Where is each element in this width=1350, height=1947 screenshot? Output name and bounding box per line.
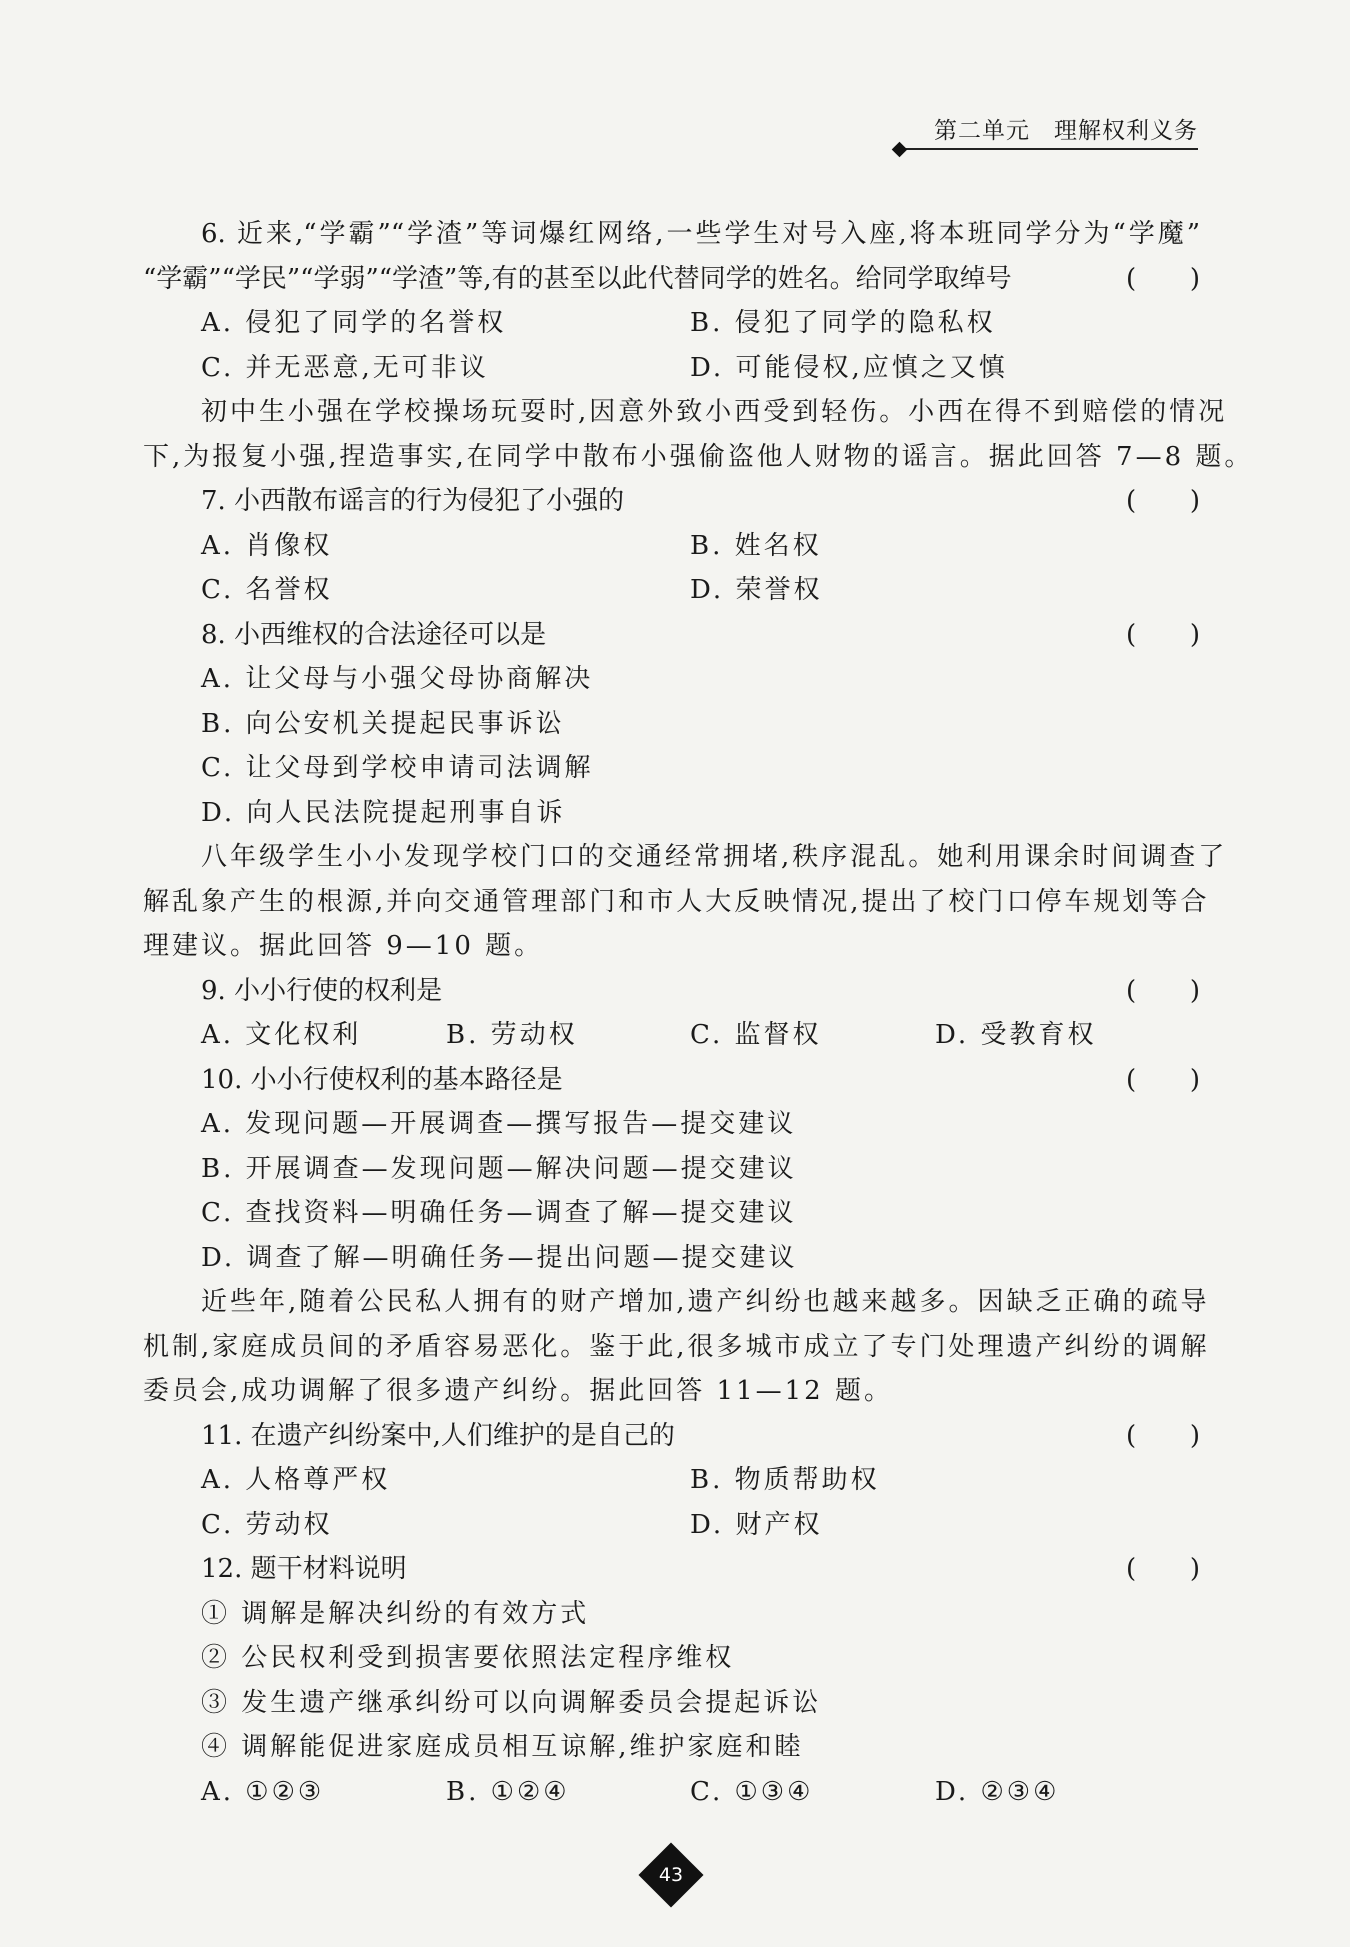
q8-stem <box>143 613 1200 658</box>
q6-options-row2 <box>143 346 1200 391</box>
passage2-line2: 解乱象产生的根源,并向交通管理部门和市人大反映情况,提出了校门口停车规划等合 <box>143 886 1210 917</box>
answer-paren: ( ) <box>1126 975 1200 1006</box>
q11-option-b: B. 物质帮助权 <box>690 1465 880 1495</box>
q10-stem-text: 10. 小小行使权利的基本路径是 <box>201 1064 563 1095</box>
q10-option-c: C. 查找资料—明确任务—调查了解—提交建议 <box>201 1198 797 1228</box>
q6-stem-text: “学霸”“学民”“学弱”“学渣”等,有的甚至以此代替同学的姓名。给同学取绰号 <box>143 263 1012 294</box>
q12-options-row <box>143 1770 1200 1815</box>
q7-option-d: D. 荣誉权 <box>690 575 823 605</box>
q12-stem-text: 12. 题干材料说明 <box>201 1554 407 1584</box>
q6-option-b: B. 侵犯了同学的隐私权 <box>690 308 996 338</box>
q8-option-b: B. 向公安机关提起民事诉讼 <box>201 708 565 739</box>
q10-option-b: B. 开展调查—发现问题—解决问题—提交建议 <box>201 1153 797 1184</box>
q7-options-row2 <box>143 568 1200 613</box>
q7-options-row1 <box>143 524 1200 569</box>
q10-stem <box>143 1058 1200 1103</box>
q12-stem <box>143 1547 1200 1592</box>
q7-option-a: A. 肖像权 <box>201 530 333 561</box>
q8-option-d: D. 向人民法院提起刑事自诉 <box>201 797 566 828</box>
answer-paren: ( ) <box>1126 1420 1200 1451</box>
q7-stem <box>143 479 1200 524</box>
answer-paren: ( ) <box>1126 1064 1200 1095</box>
q12-option-b: B. ①②④ <box>446 1776 570 1807</box>
answer-paren: ( ) <box>1126 263 1200 294</box>
passage1-line1: 初中生小强在学校操场玩耍时,因意外致小西受到轻伤。小西在得不到赔偿的情况 <box>201 397 1228 427</box>
q9-stem-text: 9. 小小行使的权利是 <box>201 975 443 1006</box>
q12-option-c: C. ①③④ <box>690 1776 814 1807</box>
answer-paren: ( ) <box>1126 1554 1200 1584</box>
q7-option-c: C. 名誉权 <box>201 575 333 605</box>
q12-statement-4: ④ 调解能促进家庭成员相互谅解,维护家庭和睦 <box>201 1732 804 1762</box>
q9-option-c: C. 监督权 <box>690 1020 822 1050</box>
q11-options-row1 <box>143 1458 1200 1503</box>
q9-stem <box>143 969 1200 1014</box>
q12-statement-1: ① 调解是解决纠纷的有效方式 <box>201 1598 590 1629</box>
q6-options-row1 <box>143 301 1200 346</box>
q12-statement-3: ③ 发生遗产继承纠纷可以向调解委员会提起诉讼 <box>201 1687 822 1718</box>
answer-paren: ( ) <box>1126 619 1200 650</box>
q6-stem-line1: 6. 近来,“学霸”“学渣”等词爆红网络,一些学生对号入座,将本班同学分为“学魔” <box>201 219 1200 249</box>
header-title: 第二单元 理解权利义务 <box>934 118 1198 144</box>
q11-stem <box>143 1414 1200 1459</box>
q12-option-d: D. ②③④ <box>935 1776 1060 1807</box>
passage1-line2: 下,为报复小强,捏造事实,在同学中散布小强偷盗他人财物的谣言。据此回答 7—8 题。 <box>143 441 1254 472</box>
passage2-line3: 理建议。据此回答 9—10 题。 <box>143 931 544 961</box>
q8-stem-text: 8. 小西维权的合法途径可以是 <box>201 619 547 650</box>
passage3-line3: 委员会,成功调解了很多遗产纠纷。据此回答 11—12 题。 <box>143 1376 893 1406</box>
q11-option-a: A. 人格尊严权 <box>201 1465 391 1495</box>
q6-option-a: A. 侵犯了同学的名誉权 <box>201 308 507 338</box>
page-number: 43 <box>658 1864 684 1886</box>
q10-option-a: A. 发现问题—开展调查—撰写报告—提交建议 <box>201 1109 797 1139</box>
question-content <box>143 212 1254 1814</box>
passage3-line2: 机制,家庭成员间的矛盾容易恶化。鉴于此,很多城市成立了专门处理遗产纠纷的调解 <box>143 1331 1210 1362</box>
q11-option-d: D. 财产权 <box>690 1509 823 1540</box>
q9-option-d: D. 受教育权 <box>935 1020 1097 1050</box>
q7-option-b: B. 姓名权 <box>690 530 822 561</box>
diamond-icon <box>892 142 908 158</box>
q12-option-a: A. ①②③ <box>201 1776 325 1807</box>
q7-stem-text: 7. 小西散布谣言的行为侵犯了小强的 <box>201 486 625 516</box>
q6-option-d: D. 可能侵权,应慎之又慎 <box>690 352 1008 383</box>
running-header <box>902 112 1198 150</box>
q8-option-a: A. 让父母与小强父母协商解决 <box>201 664 594 694</box>
q9-options-row <box>143 1013 1200 1058</box>
q11-option-c: C. 劳动权 <box>201 1509 333 1540</box>
q11-options-row2 <box>143 1503 1200 1548</box>
q12-statement-2: ② 公民权利受到损害要依照法定程序维权 <box>201 1643 735 1673</box>
passage2-line1: 八年级学生小小发现学校门口的交通经常拥堵,秩序混乱。她利用课余时间调查了 <box>201 842 1228 872</box>
q6-option-c: C. 并无恶意,无可非议 <box>201 352 489 383</box>
passage3-line1: 近些年,随着公民私人拥有的财产增加,遗产纠纷也越来越多。因缺乏正确的疏导 <box>201 1287 1210 1317</box>
page-number-badge <box>638 1842 703 1907</box>
q9-option-a: A. 文化权利 <box>201 1020 362 1050</box>
q8-option-c: C. 让父母到学校申请司法调解 <box>201 753 594 783</box>
q9-option-b: B. 劳动权 <box>446 1020 578 1050</box>
q11-stem-text: 11. 在遗产纠纷案中,人们维护的是自己的 <box>201 1420 675 1451</box>
q6-stem-line2 <box>143 257 1200 302</box>
answer-paren: ( ) <box>1126 486 1200 516</box>
q10-option-d: D. 调查了解—明确任务—提出问题—提交建议 <box>201 1242 798 1273</box>
